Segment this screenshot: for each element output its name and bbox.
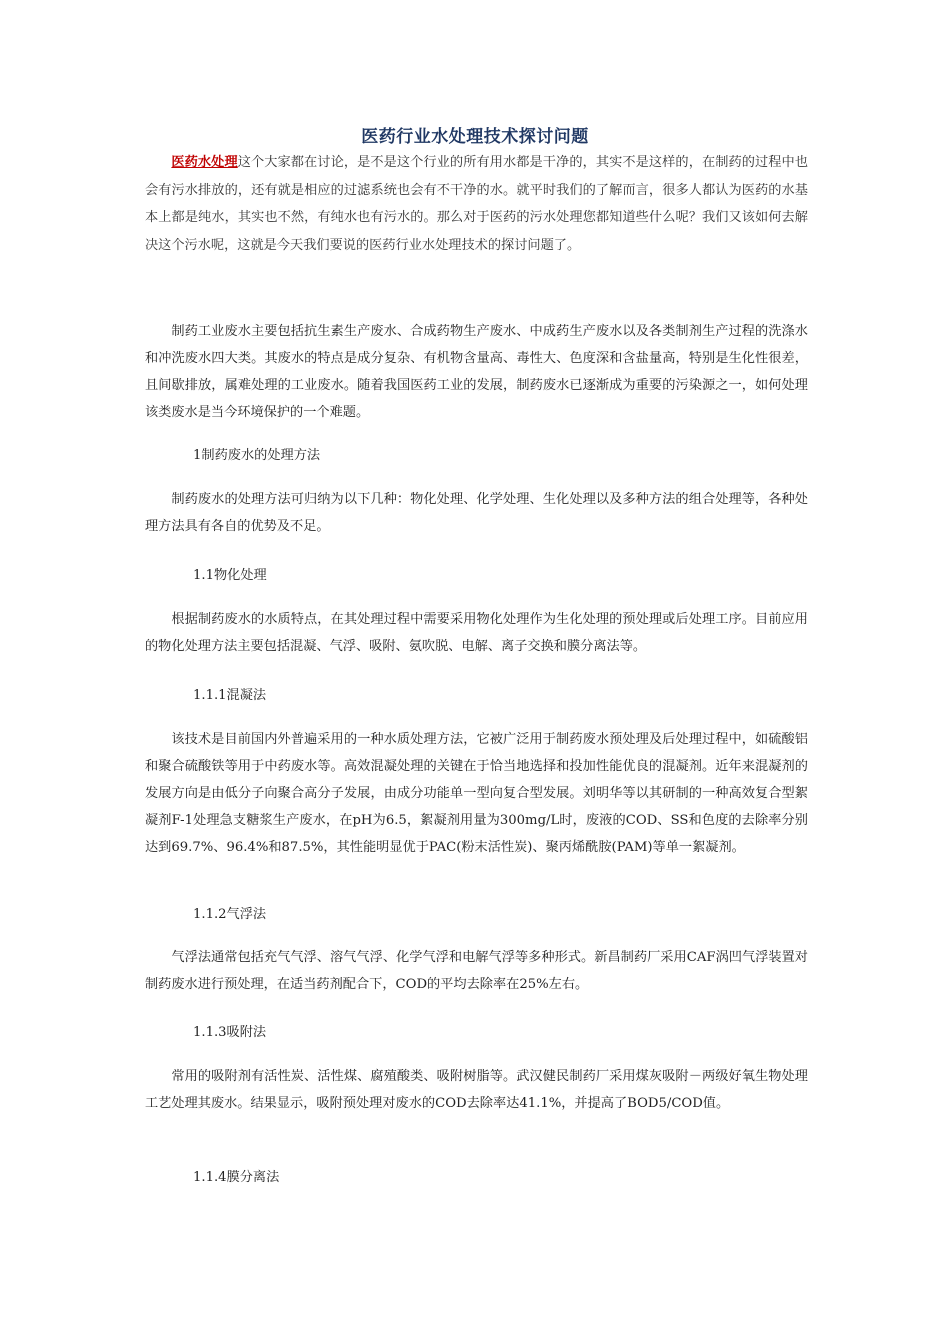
heading-1-1-3: 1.1.3吸附法 [193,1025,267,1040]
paragraph-methods: 制药废水的处理方法可归纳为以下几种：物化处理、化学处理、生化处理以及多种方法的组合处理等，各种处理方法具有各自的优势及不足。 [145,492,808,534]
intro-text: 这个大家都在讨论，是不是这个行业的所有用水都是干净的，其实不是这样的，在制药的过程中也会有污水排放的，还有就是相应的过滤系统也会有不干净的水。就平时我们的了解而言，很多人都认为医药的水基本上都是纯水，其实也不然，有纯水也有污水的。那么对于医药的污水处理您都知道些什么呢？我们又该如何去解决这个污水呢，这就是今天我们要说的医药行业水处理技术的探讨问题了。 [145,155,809,253]
paragraph-overview: 制药工业废水主要包括抗生素生产废水、合成药物生产废水、中成药生产废水以及各类制剂生产过程的洗涤水和冲洗废水四大类。其废水的特点是成分复杂、有机物含量高、毒性大、色度深和含盐量高，特别是生化性很差，且间歇排放，属难处理的工业废水。随着我国医药工业的发展，制药废水已逐渐成为重要的污染源之一，如何处理该类废水是当今环境保护的一个难题。 [145,324,808,420]
heading-1: 1制药废水的处理方法 [193,448,321,463]
paragraph-coagulation: 该技术是目前国内外普遍采用的一种水质处理方法，它被广泛用于制药废水预处理及后处理过程中，如硫酸铝和聚合硫酸铁等用于中药废水等。高效混凝处理的关键在于恰当地选择和投加性能优良的混凝剂。近年来混凝剂的发展方向是由低分子向聚合高分子发展，由成分功能单一型向复合型发展。刘明华等以其研制的一种高效复合型絮凝剂F-1处理急支糖浆生产废水，在pH为6.5，絮凝剂用量为300mg/L时，废液的COD、SS和色度的去除率分别达到69.7%、96.4%和87.5%，其性能明显优于PAC(粉末活性炭)、聚丙烯酰胺(PAM)等单一絮凝剂。 [145,732,808,855]
heading-1-1-1: 1.1.1混凝法 [193,688,267,703]
heading-1-1-2: 1.1.2气浮法 [193,907,267,922]
heading-1-1: 1.1物化处理 [193,568,267,583]
heading-1-1-4: 1.1.4膜分离法 [193,1170,280,1185]
paragraph-physchem: 根据制药废水的水质特点，在其处理过程中需要采用物化处理作为生化处理的预处理或后处理工序。目前应用的物化处理方法主要包括混凝、气浮、吸附、氨吹脱、电解、离子交换和膜分离法等。 [145,612,808,654]
medical-water-treatment-link[interactable]: 医药水处理 [171,155,238,170]
paragraph-adsorption: 常用的吸附剂有活性炭、活性煤、腐殖酸类、吸附树脂等。武汉健民制药厂采用煤灰吸附－两级好氧生物处理工艺处理其废水。结果显示，吸附预处理对废水的COD去除率达41.1%，并提高了BOD5/COD值。 [145,1069,808,1111]
intro-paragraph [145,149,808,259]
paragraph-flotation: 气浮法通常包括充气气浮、溶气气浮、化学气浮和电解气浮等多种形式。新昌制药厂采用CAF涡凹气浮装置对制药废水进行预处理，在适当药剂配合下，COD的平均去除率在25%左右。 [145,950,808,992]
document-title: 医药行业水处理技术探讨问题 [361,127,589,147]
